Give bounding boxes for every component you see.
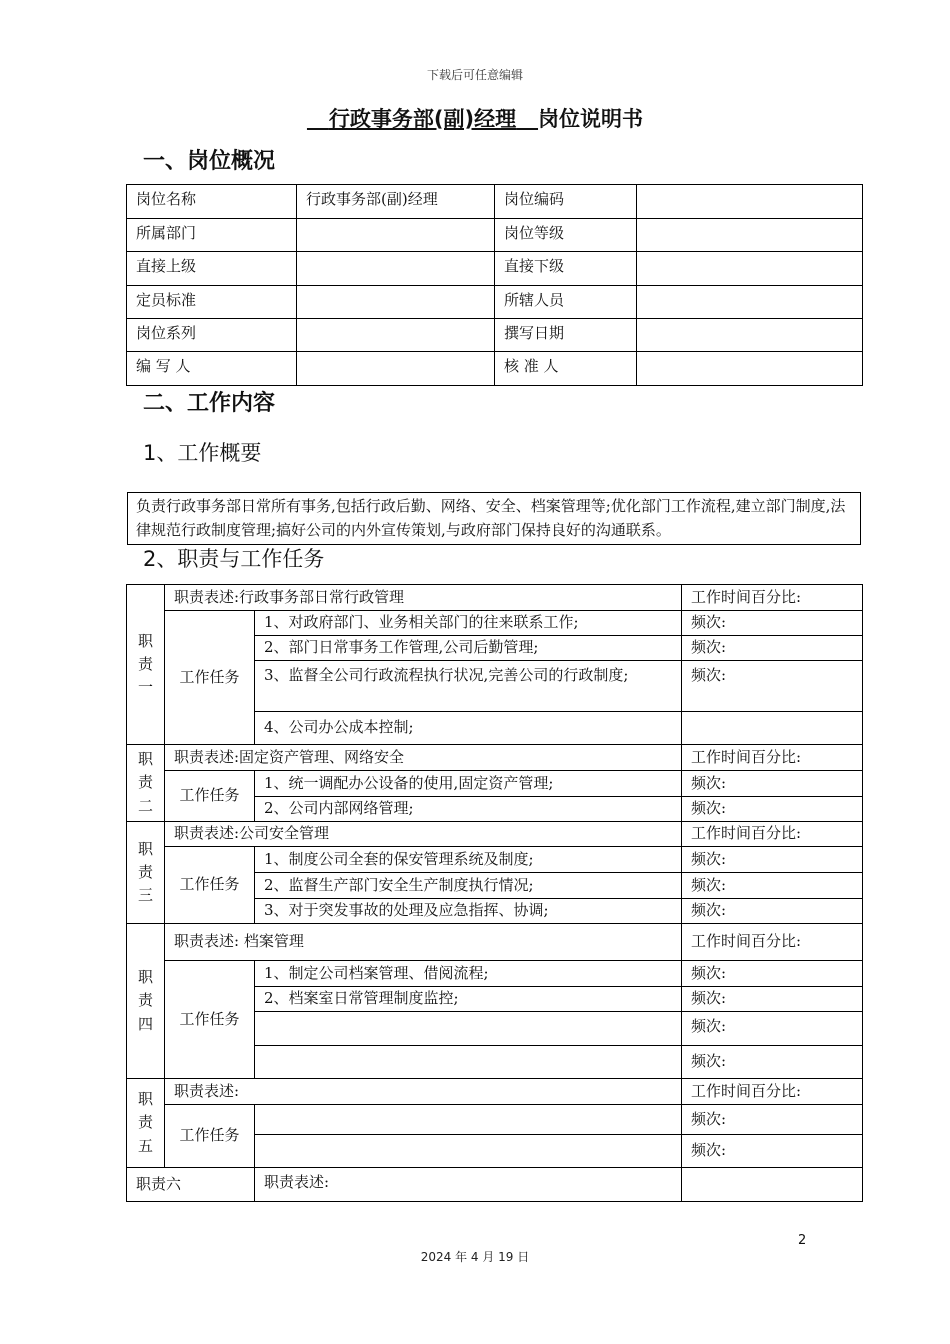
frequency-label: 频次:: [682, 1012, 863, 1046]
title-suffix: 岗位说明书: [538, 107, 644, 131]
duty-row: [127, 822, 863, 847]
frequency-label: 频次:: [682, 1105, 863, 1135]
task-item: 1、统一调配办公设备的使用,固定资产管理;: [255, 771, 682, 797]
overview-value[interactable]: [297, 319, 495, 352]
title-underline-left: [307, 107, 329, 131]
duty-row: [127, 1168, 863, 1202]
task-row: [127, 611, 863, 636]
duty-description: 职责表述:行政事务部日常行政管理: [165, 585, 682, 611]
frequency-label: 频次:: [682, 899, 863, 924]
time-percent-label: 工作时间百分比:: [682, 585, 863, 611]
task-label: 工作任务: [165, 1105, 255, 1168]
overview-value[interactable]: [637, 219, 863, 252]
duty-number-cell: 职 责 三: [127, 822, 165, 924]
overview-value[interactable]: [637, 185, 863, 219]
overview-label: 岗位系列: [127, 319, 297, 352]
title-position: 行政事务部(副)经理: [328, 107, 517, 131]
section-heading-work-content: 二、工作内容: [143, 391, 276, 416]
frequency-label: 频次:: [682, 847, 863, 873]
overview-row: [127, 185, 863, 219]
overview-label: 岗位编码: [495, 185, 637, 219]
frequency-empty: [682, 712, 863, 745]
duty-row: [127, 1079, 863, 1105]
task-item: 1、制定公司档案管理、借阅流程;: [255, 961, 682, 987]
task-item-empty: [255, 1012, 682, 1046]
overview-value[interactable]: [637, 319, 863, 352]
task-row: [127, 1105, 863, 1135]
duty-row: [127, 924, 863, 961]
time-percent-label: 工作时间百分比:: [682, 1079, 863, 1105]
time-percent-label: 工作时间百分比:: [682, 822, 863, 847]
overview-table: [126, 184, 863, 386]
document-title: [0, 103, 950, 133]
duties-table: [126, 584, 863, 1202]
frequency-label: 频次:: [682, 636, 863, 661]
overview-label: 编 写 人: [127, 352, 297, 386]
duty-description: 职责表述: 档案管理: [165, 924, 682, 961]
overview-row: [127, 352, 863, 386]
overview-value[interactable]: [297, 219, 495, 252]
time-percent-label: 工作时间百分比:: [682, 924, 863, 961]
task-item: 2、监督生产部门安全生产制度执行情况;: [255, 873, 682, 899]
frequency-label: 频次:: [682, 771, 863, 797]
overview-label: 所属部门: [127, 219, 297, 252]
overview-value[interactable]: [637, 286, 863, 319]
task-label: 工作任务: [165, 961, 255, 1079]
duty-number-cell: 职 责 二: [127, 745, 165, 822]
duty-description: 职责表述:: [255, 1168, 682, 1202]
subheading-work-summary: 1、工作概要: [143, 441, 262, 465]
task-row: [127, 847, 863, 873]
task-item: 1、对政府部门、业务相关部门的往来联系工作;: [255, 611, 682, 636]
task-label: 工作任务: [165, 611, 255, 745]
duty-number-cell: 职 责 四: [127, 924, 165, 1079]
overview-row: [127, 319, 863, 352]
overview-row: [127, 252, 863, 286]
task-label: 工作任务: [165, 771, 255, 822]
duty-description: 职责表述:: [165, 1079, 682, 1105]
overview-label: 直接上级: [127, 252, 297, 286]
page-number: 2: [798, 1233, 807, 1248]
page-header: 下载后可任意编辑: [426, 68, 523, 82]
overview-value[interactable]: [637, 352, 863, 386]
frequency-label: 频次:: [682, 961, 863, 987]
overview-label: 所辖人员: [495, 286, 637, 319]
task-item-empty: [255, 1105, 682, 1135]
frequency-label: 频次:: [682, 1046, 863, 1079]
time-percent-label: 工作时间百分比:: [682, 745, 863, 771]
duty-number-cell: 职 责 一: [127, 585, 165, 745]
overview-value[interactable]: [297, 252, 495, 286]
subheading-duties: 2、职责与工作任务: [143, 547, 325, 571]
work-summary-box: 负责行政事务部日常所有事务,包括行政后勤、网络、安全、档案管理等;优化部门工作流程,建立部门制度,法律规范行政制度管理;搞好公司的内外宣传策划,与政府部门保持良好的沟通联系。: [127, 492, 861, 545]
task-label: 工作任务: [165, 847, 255, 924]
overview-label: 定员标准: [127, 286, 297, 319]
section-heading-overview: 一、岗位概况: [143, 149, 276, 174]
duty-number-cell: 职 责 五: [127, 1079, 165, 1168]
task-item: 2、公司内部网络管理;: [255, 797, 682, 822]
frequency-label: 频次:: [682, 1135, 863, 1168]
frequency-label: 频次:: [682, 661, 863, 712]
task-item-empty: [255, 1135, 682, 1168]
footer-date: 2024 年 4 月 19 日: [420, 1250, 530, 1264]
overview-row: [127, 219, 863, 252]
task-row: [127, 961, 863, 987]
overview-value[interactable]: [637, 252, 863, 286]
overview-label: 核 准 人: [495, 352, 637, 386]
overview-row: [127, 286, 863, 319]
frequency-label: 频次:: [682, 611, 863, 636]
task-item: 2、档案室日常管理制度监控;: [255, 987, 682, 1012]
task-item: 4、公司办公成本控制;: [255, 712, 682, 745]
frequency-label: 频次:: [682, 873, 863, 899]
overview-label: 岗位名称: [127, 185, 297, 219]
overview-label: 直接下级: [495, 252, 637, 286]
title-underline-right: [516, 107, 538, 131]
time-percent-empty: [682, 1168, 863, 1202]
task-item: 3、对于突发事故的处理及应急指挥、协调;: [255, 899, 682, 924]
task-row: [127, 771, 863, 797]
duty-six-label: 职责六: [127, 1168, 255, 1202]
overview-label: 撰写日期: [495, 319, 637, 352]
task-item: 2、部门日常事务工作管理,公司后勤管理;: [255, 636, 682, 661]
overview-label: 岗位等级: [495, 219, 637, 252]
overview-value[interactable]: [297, 286, 495, 319]
task-item-empty: [255, 1046, 682, 1079]
task-item: 3、监督全公司行政流程执行状况,完善公司的行政制度;: [255, 661, 682, 712]
duty-row: [127, 585, 863, 611]
duty-row: [127, 745, 863, 771]
duty-description: 职责表述:固定资产管理、网络安全: [165, 745, 682, 771]
task-item: 1、制度公司全套的保安管理系统及制度;: [255, 847, 682, 873]
frequency-label: 频次:: [682, 797, 863, 822]
frequency-label: 频次:: [682, 987, 863, 1012]
overview-value[interactable]: 行政事务部(副)经理: [297, 185, 495, 219]
overview-value[interactable]: [297, 352, 495, 386]
duty-description: 职责表述:公司安全管理: [165, 822, 682, 847]
